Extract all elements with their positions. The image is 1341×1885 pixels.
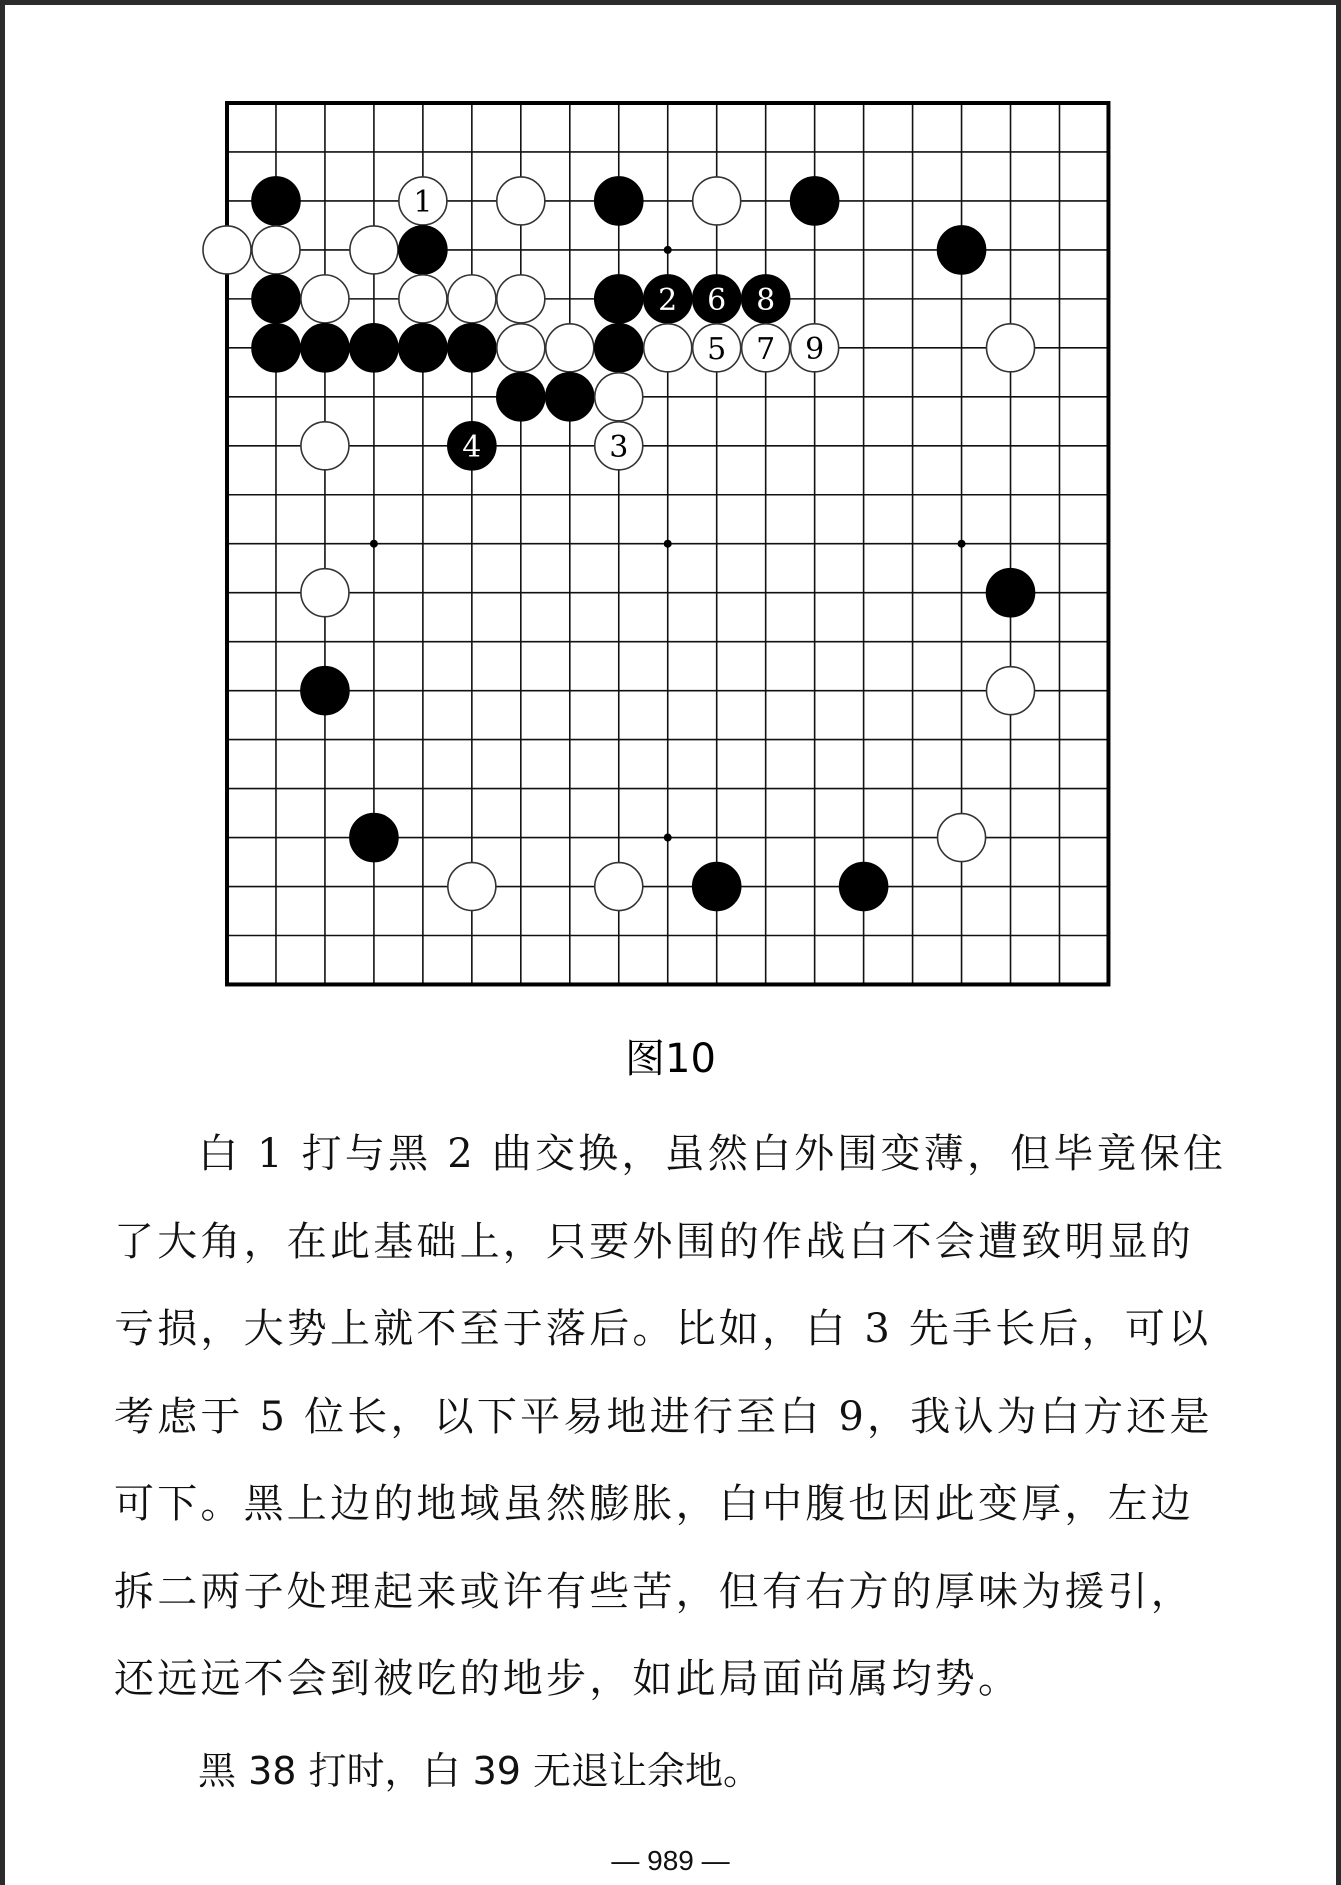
- white-stone: [987, 324, 1035, 372]
- text-line: 了大角，在此基础上，只要外围的作战白不会遭致明显的: [114, 1218, 1194, 1265]
- text-line: 可下。黑上边的地域虽然膨胀，白中腹也因此变厚，左边: [114, 1481, 1194, 1527]
- white-stone: [301, 275, 349, 323]
- black-stone: [497, 373, 545, 421]
- move-number: 9: [805, 331, 825, 367]
- move-number: 4: [462, 429, 482, 465]
- black-stone: [399, 226, 447, 274]
- go-diagram: [5, 5, 1341, 1015]
- white-stone: [497, 275, 545, 323]
- white-stone: [497, 177, 545, 225]
- move-number: 5: [707, 331, 727, 367]
- white-stone: [252, 226, 300, 274]
- move-number: 8: [756, 282, 776, 318]
- star-point: [370, 540, 378, 548]
- paragraph-move-note: 黑 38 打时，白 39 无退让余地。: [198, 1749, 762, 1793]
- black-stone: [644, 275, 692, 323]
- white-stone: [203, 226, 251, 274]
- black-stone: [595, 324, 643, 372]
- white-stone: [448, 275, 496, 323]
- star-point: [664, 246, 672, 254]
- black-stone: [742, 275, 790, 323]
- black-stone: [546, 373, 594, 421]
- white-stone: [595, 373, 643, 421]
- black-stone: [840, 863, 888, 911]
- black-stone: [938, 226, 986, 274]
- move-number: 2: [658, 282, 678, 318]
- move-number: 6: [707, 282, 727, 318]
- white-stone: [399, 177, 447, 225]
- white-stone: [791, 324, 839, 372]
- white-stone: [546, 324, 594, 372]
- paragraph-commentary: [114, 1111, 1234, 1724]
- text-line: 拆二两子处理起来或许有些苦，但有右方的厚味为援引，: [114, 1568, 1194, 1615]
- white-stone: [595, 422, 643, 470]
- move-number: 7: [756, 331, 776, 367]
- black-stone: [987, 569, 1035, 617]
- go-board: [5, 5, 1336, 1015]
- black-stone: [693, 863, 741, 911]
- move-number: 1: [413, 184, 433, 220]
- move-number: 3: [609, 429, 629, 465]
- star-point: [664, 540, 672, 548]
- white-stone: [350, 226, 398, 274]
- white-stone: [987, 667, 1035, 715]
- white-stone: [742, 324, 790, 372]
- black-stone: [252, 177, 300, 225]
- black-stone: [448, 422, 496, 470]
- black-stone: [252, 324, 300, 372]
- black-stone: [448, 324, 496, 372]
- white-stone: [693, 177, 741, 225]
- white-stone: [399, 275, 447, 323]
- text-line: 亏损，大势上就不至于落后。比如，白 3 先手长后，可以: [114, 1306, 1212, 1352]
- star-point: [958, 540, 966, 548]
- black-stone: [301, 324, 349, 372]
- white-stone: [301, 569, 349, 617]
- white-stone: [595, 863, 643, 911]
- text-line: 还远远不会到被吃的地步，如此局面尚属均势。: [114, 1656, 1022, 1702]
- white-stone: [497, 324, 545, 372]
- black-stone: [350, 814, 398, 862]
- black-stone: [252, 275, 300, 323]
- black-stone: [301, 667, 349, 715]
- black-stone: [693, 275, 741, 323]
- black-stone: [595, 177, 643, 225]
- text-line: 考虑于 5 位长，以下平易地进行至白 9，我认为白方还是: [114, 1393, 1213, 1440]
- black-stone: [791, 177, 839, 225]
- black-stone: [595, 275, 643, 323]
- white-stone: [448, 863, 496, 911]
- page-number: — 989 —: [611, 1845, 730, 1876]
- book-page: [5, 5, 1336, 1885]
- white-stone: [301, 422, 349, 470]
- white-stone: [693, 324, 741, 372]
- star-point: [664, 834, 672, 842]
- text-line: 白 1 打与黑 2 曲交换，虽然白外围变薄，但毕竟保住: [198, 1131, 1227, 1177]
- black-stone: [350, 324, 398, 372]
- white-stone: [938, 814, 986, 862]
- black-stone: [399, 324, 447, 372]
- white-stone: [644, 324, 692, 372]
- figure-caption: 图10: [625, 1036, 716, 1082]
